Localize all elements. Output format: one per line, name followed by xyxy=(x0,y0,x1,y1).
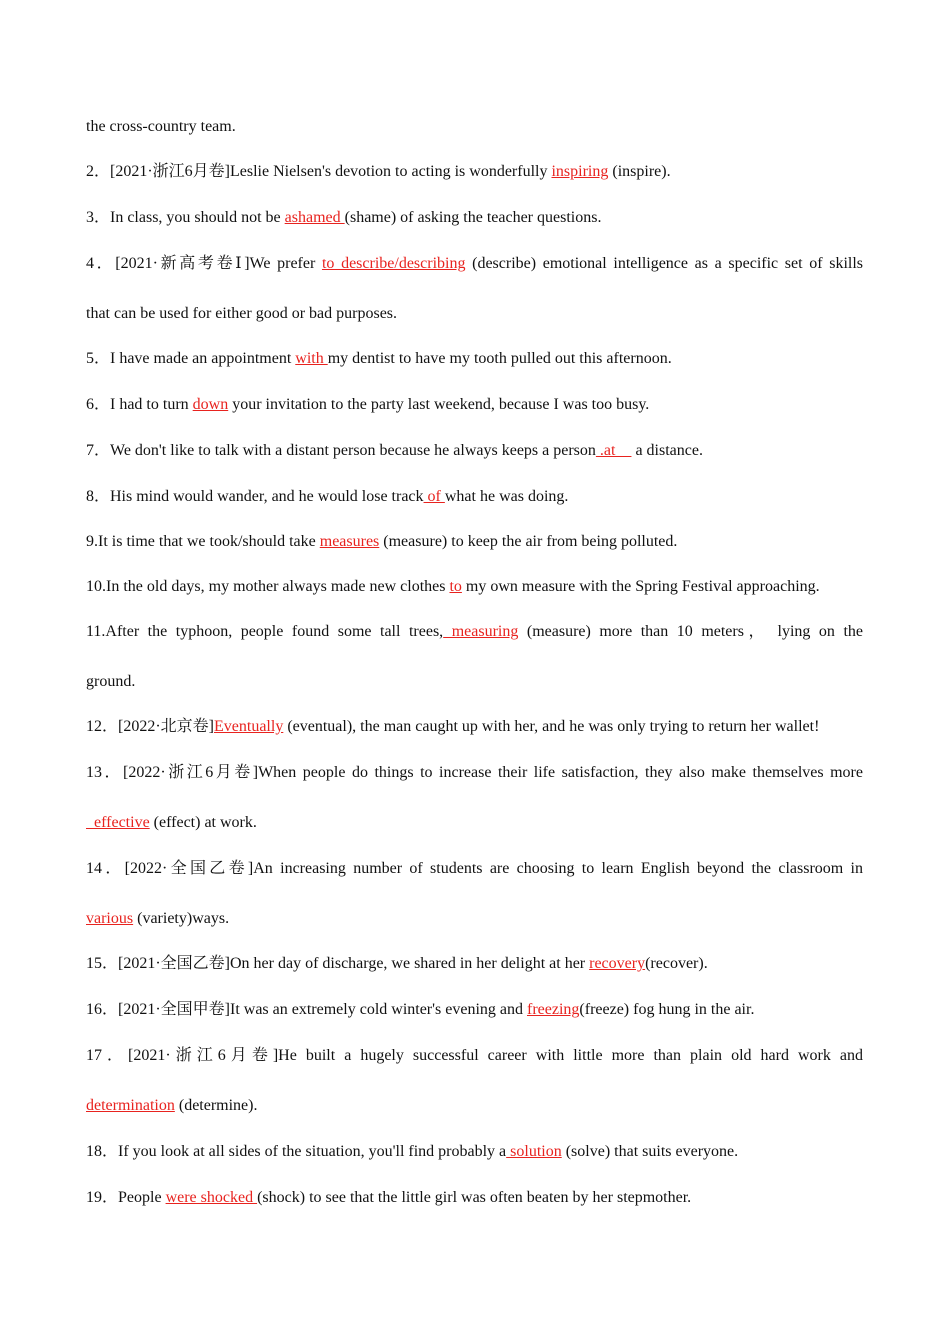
question-text: (recover). xyxy=(645,955,708,972)
answer-blank: measures xyxy=(319,533,380,550)
answer-blank: Eventually xyxy=(214,718,284,735)
answer-blank: of xyxy=(423,488,445,505)
question-text: 11.After the typhoon, people found some tall trees, xyxy=(86,623,444,640)
question-text: (effect) at work. xyxy=(149,814,257,831)
question-text: 6．I had to turn xyxy=(86,396,193,413)
question-text: 4．[2021·新高考卷Ⅰ]We prefer xyxy=(86,255,322,272)
answer-blank: measuring xyxy=(443,623,519,640)
line-item xyxy=(86,1188,863,1208)
question-text: (determine). xyxy=(174,1097,258,1114)
line-item xyxy=(86,1046,863,1066)
answer-blank: down xyxy=(192,396,229,413)
line-item xyxy=(86,1142,863,1162)
line-item xyxy=(86,1000,863,1020)
question-text: (solve) that suits everyone. xyxy=(561,1143,739,1160)
answer-blank: inspiring xyxy=(551,163,609,180)
question-text: 2．[2021·浙江6月卷]Leslie Nielsen's devotion to acting is wonderfully xyxy=(86,163,552,180)
line-item xyxy=(86,717,863,737)
question-text: a distance. xyxy=(631,442,703,459)
question-text: 5．I have made an appointment xyxy=(86,350,296,367)
question-text: (measure) to keep the air from being polluted. xyxy=(379,533,678,550)
question-text: 12．[2022·北京卷] xyxy=(86,718,214,735)
question-text: (describe) emotional intelligence as a specific set of skills xyxy=(465,255,864,272)
question-text: 7．We don't like to talk with a distant person because he always keeps a person xyxy=(86,442,596,459)
line-item xyxy=(86,622,863,642)
line-item xyxy=(86,208,863,228)
question-text: (measure) more than 10 meters， lying on the xyxy=(518,623,863,640)
question-text: 17．[2021·浙江6月卷]He built a hugely successful career with little more than plain old hard work and xyxy=(86,1047,863,1064)
answer-blank: freezing xyxy=(527,1001,580,1018)
answer-blank: solution xyxy=(506,1143,562,1160)
line-item xyxy=(86,954,863,974)
line-item xyxy=(86,304,863,324)
question-text: the cross-country team. xyxy=(86,118,236,135)
line-item xyxy=(86,117,863,137)
answer-blank: various xyxy=(86,910,134,927)
question-text: your invitation to the party last weekend, because I was too busy. xyxy=(228,396,650,413)
question-text: (freeze) fog hung in the air. xyxy=(579,1001,755,1018)
line-item xyxy=(86,395,863,415)
line-item xyxy=(86,532,863,552)
question-text: 8．His mind would wander, and he would lose track xyxy=(86,488,424,505)
answer-blank: determination xyxy=(86,1097,175,1114)
question-text: (shame) of asking the teacher questions. xyxy=(344,209,602,226)
question-text: (eventual), the man caught up with her, and he was only trying to return her wallet! xyxy=(283,718,820,735)
answer-blank: effective xyxy=(86,814,150,831)
question-text: (inspire). xyxy=(608,163,671,180)
question-text: my dentist to have my tooth pulled out this afternoon. xyxy=(327,350,672,367)
question-text: 15．[2021·全国乙卷]On her day of discharge, we shared in her delight at her xyxy=(86,955,590,972)
answer-blank: with xyxy=(295,350,328,367)
question-text: 9.It is time that we took/should take xyxy=(86,533,320,550)
line-item xyxy=(86,672,863,692)
question-text: ground. xyxy=(86,673,136,690)
question-text: 10.In the old days, my mother always made new clothes xyxy=(86,578,450,595)
question-text: 18．If you look at all sides of the situation, you'll find probably a xyxy=(86,1143,507,1160)
line-item xyxy=(86,577,863,597)
question-text: that can be used for either good or bad purposes. xyxy=(86,305,398,322)
question-text: my own measure with the Spring Festival approaching. xyxy=(461,578,820,595)
line-item xyxy=(86,1096,863,1116)
line-item xyxy=(86,859,863,879)
line-item xyxy=(86,487,863,507)
question-text: 13．[2022·浙江6月卷]When people do things to increase their life satisfaction, they also make themselves more xyxy=(86,764,863,781)
question-text: (shock) to see that the little girl was often beaten by her stepmother. xyxy=(257,1189,692,1206)
line-item xyxy=(86,763,863,783)
answer-blank: to xyxy=(449,578,462,595)
answer-blank: recovery xyxy=(589,955,646,972)
answer-blank: .at xyxy=(595,442,632,459)
line-item xyxy=(86,441,863,461)
answer-blank: to describe/describing xyxy=(321,255,466,272)
answer-blank: were shocked xyxy=(165,1189,258,1206)
question-text: 19．People xyxy=(86,1189,166,1206)
line-item xyxy=(86,162,863,182)
line-item xyxy=(86,909,863,929)
answer-blank: ashamed xyxy=(284,209,345,226)
line-item xyxy=(86,813,863,833)
line-item xyxy=(86,254,863,274)
question-text: 3．In class, you should not be xyxy=(86,209,285,226)
question-text: (variety)ways. xyxy=(133,910,230,927)
question-text: 14．[2022·全国乙卷]An increasing number of students are choosing to learn English beyond the classroom in xyxy=(86,860,863,877)
question-text: what he was doing. xyxy=(444,488,569,505)
line-item xyxy=(86,349,863,369)
question-text: 16．[2021·全国甲卷]It was an extremely cold winter's evening and xyxy=(86,1001,527,1018)
